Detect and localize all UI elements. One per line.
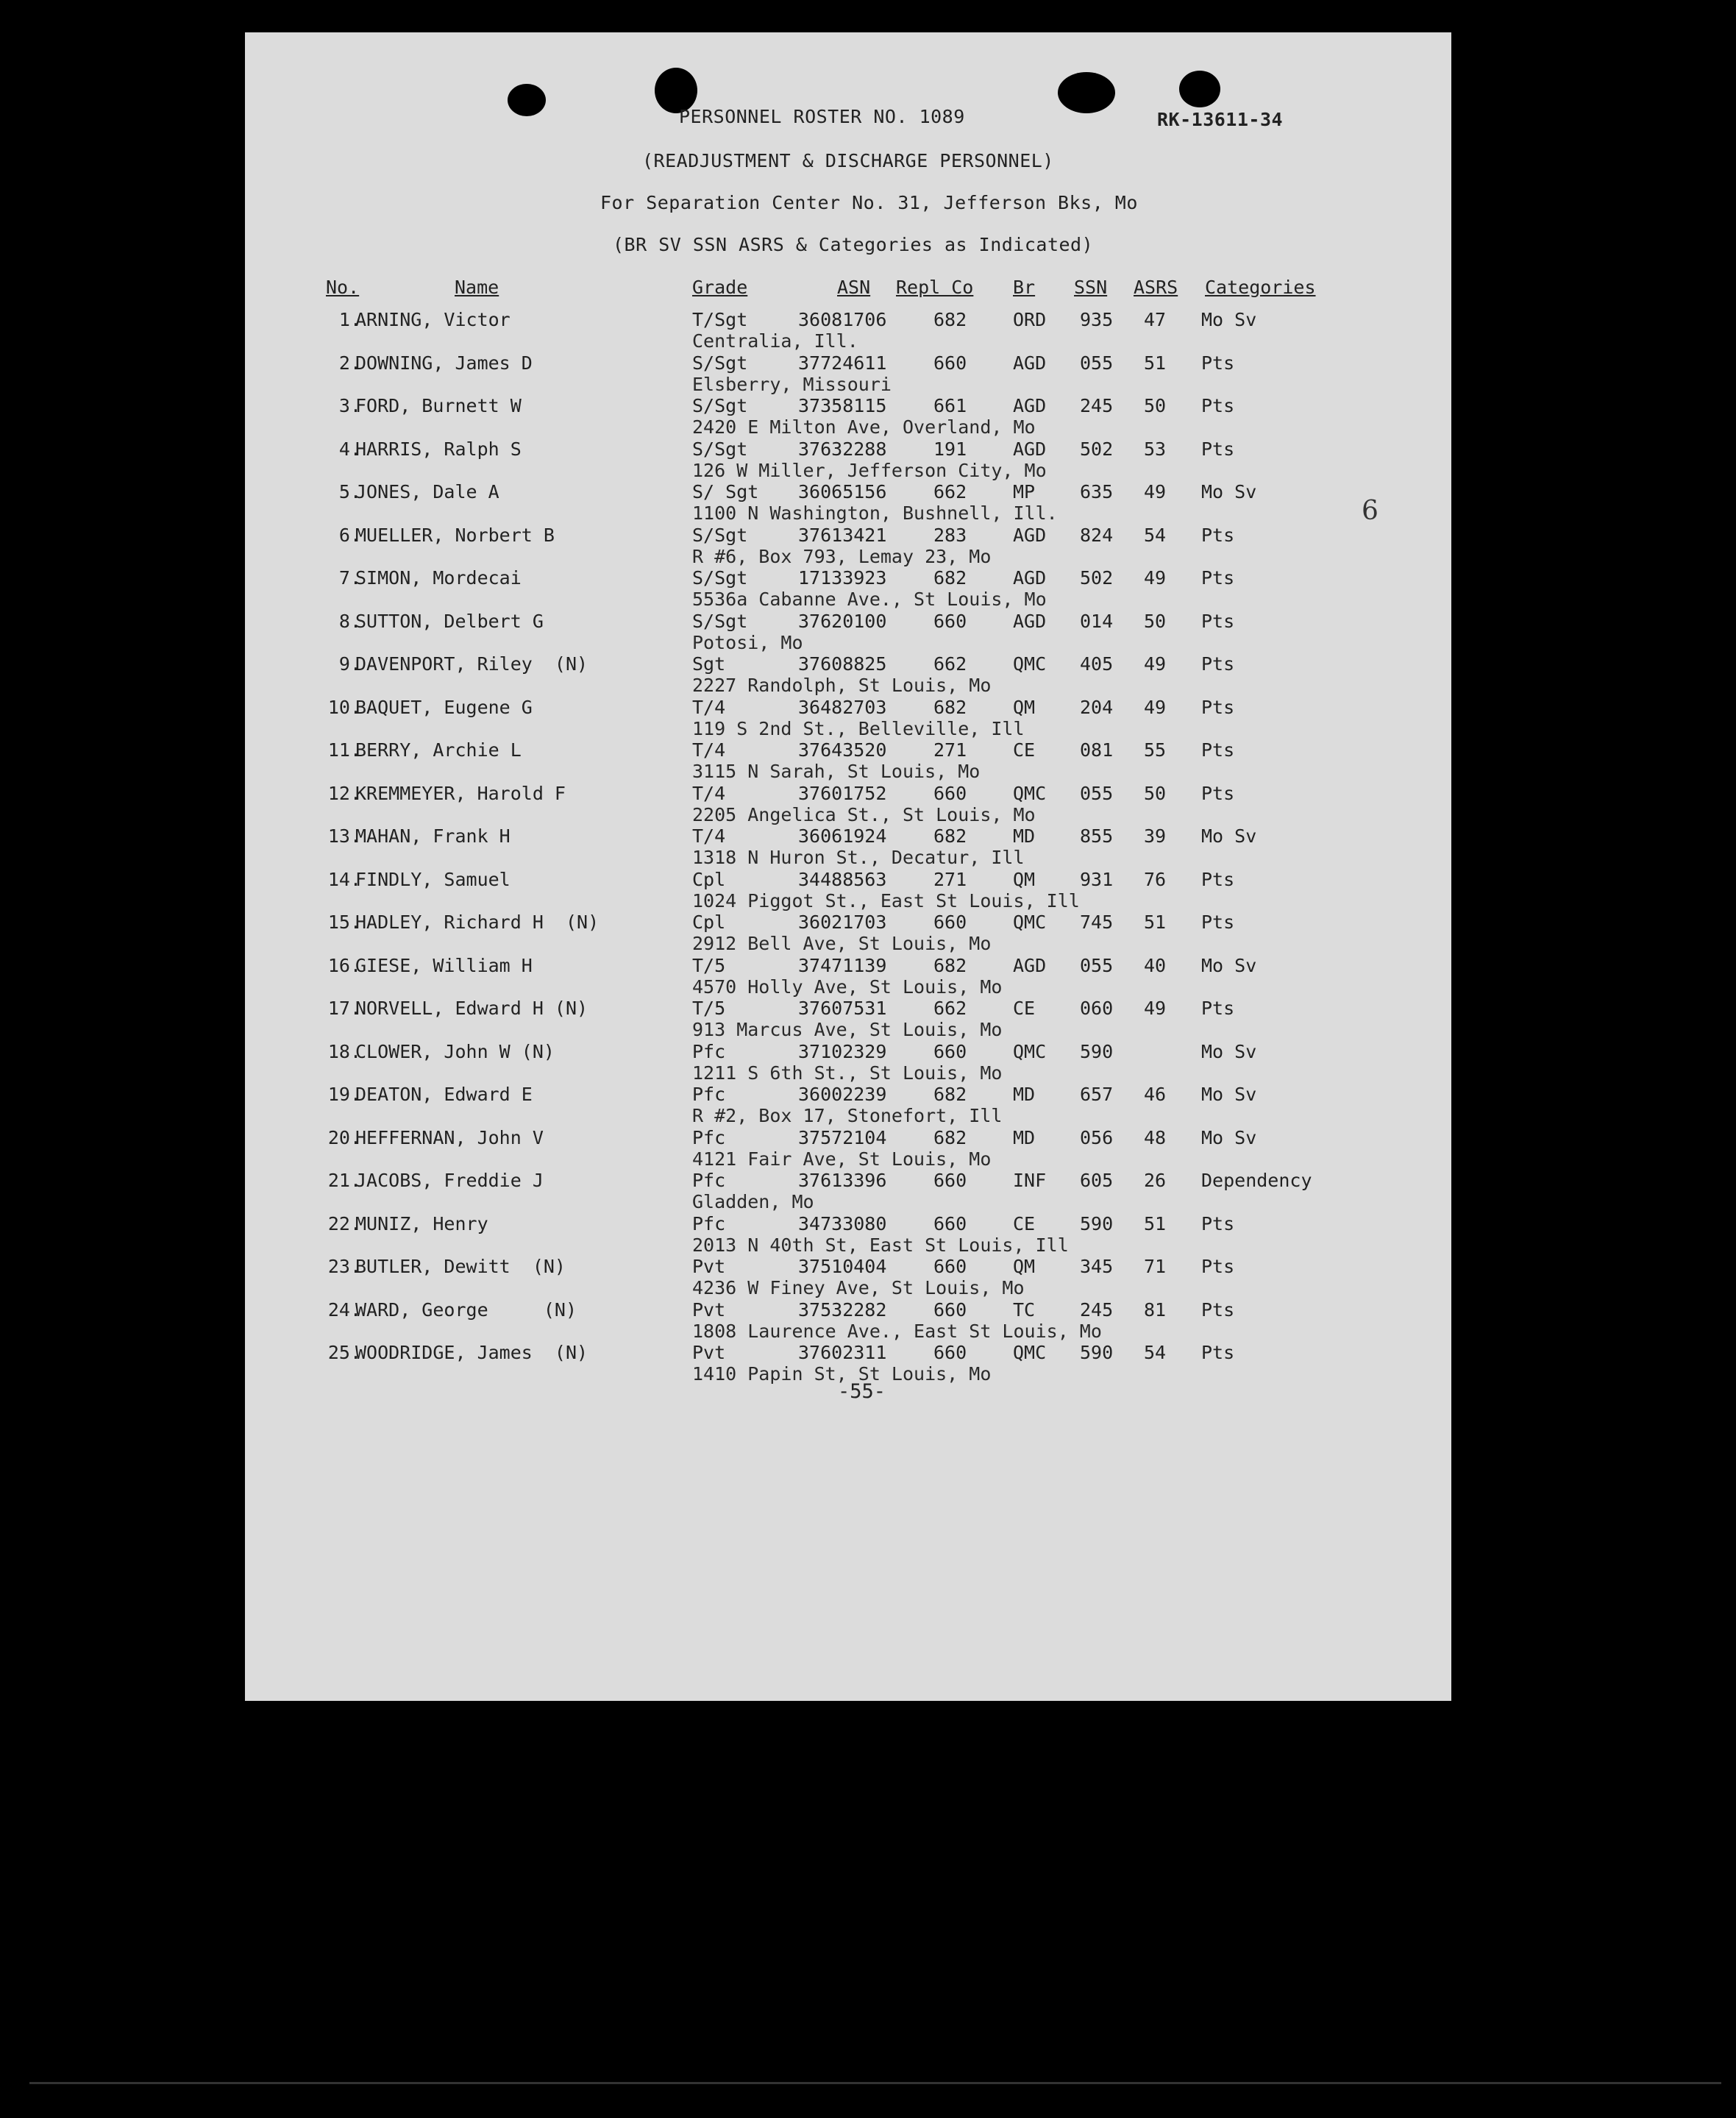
table-row xyxy=(245,481,1451,524)
row-grade: S/Sgt xyxy=(692,610,748,632)
row-asn: 17133923 xyxy=(798,567,887,589)
row-grade: Pfc xyxy=(692,1126,726,1148)
row-ssn: 635 xyxy=(1080,481,1114,502)
row-asn: 37613396 xyxy=(798,1170,887,1191)
row-number: 14. xyxy=(327,868,361,890)
row-asrs: 49 xyxy=(1144,696,1167,718)
row-address: Gladden, Mo xyxy=(692,1191,814,1212)
row-repl-co: 660 xyxy=(933,782,967,804)
row-repl-co: 660 xyxy=(933,1040,967,1062)
row-ssn: 245 xyxy=(1080,395,1114,416)
row-address: Potosi, Mo xyxy=(692,631,803,653)
row-grade: T/4 xyxy=(692,782,726,804)
row-address: 2420 E Milton Ave, Overland, Mo xyxy=(692,416,1036,438)
table-row xyxy=(245,567,1451,610)
row-ssn: 060 xyxy=(1080,998,1114,1019)
row-branch: MD xyxy=(1013,825,1036,847)
row-number: 18. xyxy=(327,1040,361,1062)
row-category: Pts xyxy=(1201,1298,1235,1321)
row-asn: 37724611 xyxy=(798,352,887,374)
row-name: JONES, Dale A xyxy=(355,481,499,502)
row-category: Pts xyxy=(1201,1212,1235,1234)
row-address: 1211 S 6th St., St Louis, Mo xyxy=(692,1062,1003,1084)
header-grade: Grade xyxy=(692,277,748,298)
row-category: Pts xyxy=(1201,438,1235,460)
row-ssn: 657 xyxy=(1080,1084,1114,1105)
table-row xyxy=(245,911,1451,954)
table-row xyxy=(245,1170,1451,1212)
row-address: 119 S 2nd St., Belleville, Ill xyxy=(692,717,1025,739)
row-ssn: 204 xyxy=(1080,696,1114,718)
row-name: BERRY, Archie L xyxy=(355,739,522,761)
row-category: Mo Sv xyxy=(1201,309,1257,330)
row-repl-co: 660 xyxy=(933,1256,967,1277)
row-asn: 36482703 xyxy=(798,696,887,718)
row-address: 1410 Papin St, St Louis, Mo xyxy=(692,1363,992,1385)
row-repl-co: 660 xyxy=(933,1212,967,1234)
row-asrs: 76 xyxy=(1144,868,1167,890)
row-asn: 37632288 xyxy=(798,438,887,460)
row-name: SUTTON, Delbert G xyxy=(355,610,544,632)
row-address: 1808 Laurence Ave., East St Louis, Mo xyxy=(692,1320,1102,1342)
row-category: Mo Sv xyxy=(1201,825,1257,847)
row-grade: T/Sgt xyxy=(692,309,748,330)
row-address: 4570 Holly Ave, St Louis, Mo xyxy=(692,976,1003,998)
row-asn: 36002239 xyxy=(798,1084,887,1105)
row-ssn: 824 xyxy=(1080,524,1114,546)
punch-hole xyxy=(1179,71,1220,107)
row-repl-co: 682 xyxy=(933,567,967,589)
row-ssn: 055 xyxy=(1080,954,1114,976)
table-row xyxy=(245,653,1451,696)
row-name: MUNIZ, Henry xyxy=(355,1212,488,1234)
row-category: Mo Sv xyxy=(1201,1040,1257,1062)
row-asn: 34488563 xyxy=(798,868,887,890)
header-categories: Categories xyxy=(1205,277,1316,298)
row-address: Centralia, Ill. xyxy=(692,330,858,352)
header-ssn: SSN xyxy=(1074,277,1108,298)
row-address: 4121 Fair Ave, St Louis, Mo xyxy=(692,1148,992,1170)
row-branch: INF xyxy=(1013,1170,1047,1191)
row-branch: AGD xyxy=(1013,524,1047,546)
row-asrs: 71 xyxy=(1144,1256,1167,1277)
row-branch: AGD xyxy=(1013,438,1047,460)
row-repl-co: 661 xyxy=(933,395,967,416)
row-asrs: 49 xyxy=(1144,998,1167,1019)
row-address: 2205 Angelica St., St Louis, Mo xyxy=(692,803,1036,825)
table-row xyxy=(245,525,1451,567)
row-number: 13. xyxy=(327,825,361,847)
row-address: 2227 Randolph, St Louis, Mo xyxy=(692,675,992,696)
row-number: 2. xyxy=(338,352,361,374)
row-ssn: 590 xyxy=(1080,1040,1114,1062)
row-address: 2912 Bell Ave, St Louis, Mo xyxy=(692,933,992,954)
roster-title: PERSONNEL ROSTER NO. 1089 xyxy=(679,106,965,127)
table-row xyxy=(245,611,1451,653)
table-row xyxy=(245,783,1451,825)
row-number: 9. xyxy=(338,653,361,675)
row-name: HARRIS, Ralph S xyxy=(355,438,522,460)
row-category: Mo Sv xyxy=(1201,954,1257,976)
document-code: RK-13611-34 xyxy=(1157,109,1284,130)
header-no: No. xyxy=(326,277,360,298)
row-asn: 37102329 xyxy=(798,1040,887,1062)
row-name: BUTLER, Dewitt (N) xyxy=(355,1256,566,1277)
row-number: 20. xyxy=(327,1126,361,1148)
row-ssn: 590 xyxy=(1080,1342,1114,1363)
row-number: 15. xyxy=(327,911,361,933)
row-address: R #6, Box 793, Lemay 23, Mo xyxy=(692,545,992,567)
row-address: 1318 N Huron St., Decatur, Ill xyxy=(692,847,1025,868)
row-repl-co: 660 xyxy=(933,911,967,933)
row-repl-co: 682 xyxy=(933,1126,967,1148)
header-br: Br xyxy=(1013,277,1036,298)
row-name: KREMMEYER, Harold F xyxy=(355,782,566,804)
row-address: R #2, Box 17, Stonefort, Ill xyxy=(692,1105,1003,1126)
row-category: Pts xyxy=(1201,395,1235,416)
row-name: HEFFERNAN, John V xyxy=(355,1126,544,1148)
row-grade: Pfc xyxy=(692,1040,726,1062)
row-branch: TC xyxy=(1013,1298,1036,1321)
row-asrs: 50 xyxy=(1144,395,1167,416)
row-repl-co: 271 xyxy=(933,739,967,761)
row-category: Pts xyxy=(1201,696,1235,718)
row-branch: AGD xyxy=(1013,395,1047,416)
row-branch: CE xyxy=(1013,1212,1036,1234)
row-category: Pts xyxy=(1201,782,1235,804)
row-name: DEATON, Edward E xyxy=(355,1084,533,1105)
row-number: 6. xyxy=(338,524,361,546)
row-category: Pts xyxy=(1201,911,1235,933)
row-number: 12. xyxy=(327,782,361,804)
row-branch: AGD xyxy=(1013,610,1047,632)
row-branch: AGD xyxy=(1013,954,1047,976)
row-branch: QM xyxy=(1013,1256,1036,1277)
row-grade: S/Sgt xyxy=(692,567,748,589)
row-number: 16. xyxy=(327,954,361,976)
row-name: ARNING, Victor xyxy=(355,309,511,330)
roster-note: (BR SV SSN ASRS & Categories as Indicated) xyxy=(613,234,1094,255)
row-number: 21. xyxy=(327,1170,361,1191)
row-number: 17. xyxy=(327,998,361,1019)
row-address: 126 W Miller, Jefferson City, Mo xyxy=(692,459,1047,481)
row-asrs: 49 xyxy=(1144,567,1167,589)
row-branch: CE xyxy=(1013,998,1036,1019)
table-row xyxy=(245,739,1451,782)
row-branch: QM xyxy=(1013,868,1036,890)
row-address: 2013 N 40th St, East St Louis, Ill xyxy=(692,1234,1069,1256)
row-repl-co: 660 xyxy=(933,1298,967,1321)
row-repl-co: 660 xyxy=(933,610,967,632)
row-branch: ORD xyxy=(1013,309,1047,330)
row-number: 19. xyxy=(327,1084,361,1105)
row-address: 913 Marcus Ave, St Louis, Mo xyxy=(692,1019,1003,1040)
row-grade: Pfc xyxy=(692,1212,726,1234)
column-headers xyxy=(245,277,1451,306)
row-asrs: 26 xyxy=(1144,1170,1167,1191)
row-grade: Cpl xyxy=(692,868,726,890)
row-category: Mo Sv xyxy=(1201,481,1257,502)
row-asn: 37607531 xyxy=(798,998,887,1019)
row-number: 23. xyxy=(327,1256,361,1277)
row-ssn: 055 xyxy=(1080,352,1114,374)
row-repl-co: 660 xyxy=(933,352,967,374)
row-number: 1. xyxy=(338,309,361,330)
row-number: 4. xyxy=(338,438,361,460)
row-name: WARD, George (N) xyxy=(355,1298,577,1321)
table-row xyxy=(245,869,1451,911)
row-number: 8. xyxy=(338,610,361,632)
scan-edge-line xyxy=(29,2082,1721,2084)
row-asrs: 46 xyxy=(1144,1084,1167,1105)
row-asrs: 49 xyxy=(1144,653,1167,675)
row-repl-co: 271 xyxy=(933,868,967,890)
row-asn: 37601752 xyxy=(798,782,887,804)
roster-subtitle: (READJUSTMENT & DISCHARGE PERSONNEL) xyxy=(642,150,1054,171)
row-ssn: 502 xyxy=(1080,438,1114,460)
row-branch: QMC xyxy=(1013,911,1047,933)
row-category: Pts xyxy=(1201,352,1235,374)
row-number: 5. xyxy=(338,481,361,502)
row-repl-co: 662 xyxy=(933,653,967,675)
row-number: 22. xyxy=(327,1212,361,1234)
row-grade: S/ Sgt xyxy=(692,481,759,502)
row-branch: QMC xyxy=(1013,1040,1047,1062)
row-ssn: 245 xyxy=(1080,1298,1114,1321)
row-ssn: 855 xyxy=(1080,825,1114,847)
header-asrs: ASRS xyxy=(1134,277,1178,298)
row-asrs: 48 xyxy=(1144,1126,1167,1148)
row-asn: 37572104 xyxy=(798,1126,887,1148)
row-grade: T/4 xyxy=(692,739,726,761)
row-asn: 37532282 xyxy=(798,1298,887,1321)
row-name: GIESE, William H xyxy=(355,954,533,976)
row-category: Pts xyxy=(1201,1342,1235,1363)
row-grade: Pfc xyxy=(692,1170,726,1191)
row-ssn: 081 xyxy=(1080,739,1114,761)
table-row xyxy=(245,825,1451,868)
row-category: Pts xyxy=(1201,653,1235,675)
row-ssn: 605 xyxy=(1080,1170,1114,1191)
table-row xyxy=(245,697,1451,739)
row-branch: QM xyxy=(1013,696,1036,718)
row-branch: MP xyxy=(1013,481,1036,502)
table-row xyxy=(245,1127,1451,1170)
row-asrs: 50 xyxy=(1144,610,1167,632)
row-asn: 34733080 xyxy=(798,1212,887,1234)
table-row xyxy=(245,955,1451,998)
row-ssn: 345 xyxy=(1080,1256,1114,1277)
row-branch: CE xyxy=(1013,739,1036,761)
row-branch: MD xyxy=(1013,1084,1036,1105)
row-name: DOWNING, James D xyxy=(355,352,533,374)
row-repl-co: 682 xyxy=(933,825,967,847)
row-ssn: 055 xyxy=(1080,782,1114,804)
row-asn: 37602311 xyxy=(798,1342,887,1363)
row-name: HADLEY, Richard H (N) xyxy=(355,911,600,933)
row-grade: T/5 xyxy=(692,954,726,976)
row-repl-co: 660 xyxy=(933,1342,967,1363)
row-asn: 37471139 xyxy=(798,954,887,976)
row-grade: Pvt xyxy=(692,1342,726,1363)
row-asn: 37510404 xyxy=(798,1256,887,1277)
row-name: WOODRIDGE, James (N) xyxy=(355,1342,588,1363)
row-category: Pts xyxy=(1201,524,1235,546)
table-row xyxy=(245,352,1451,395)
document-page xyxy=(245,32,1451,1701)
row-asn: 36061924 xyxy=(798,825,887,847)
row-asrs: 51 xyxy=(1144,352,1167,374)
row-name: SIMON, Mordecai xyxy=(355,567,522,589)
row-name: NORVELL, Edward H (N) xyxy=(355,998,588,1019)
row-category: Pts xyxy=(1201,998,1235,1019)
row-asn: 37613421 xyxy=(798,524,887,546)
table-row xyxy=(245,309,1451,352)
row-address: 4236 W Finey Ave, St Louis, Mo xyxy=(692,1277,1025,1298)
row-branch: MD xyxy=(1013,1126,1036,1148)
row-branch: QMC xyxy=(1013,782,1047,804)
row-address: 3115 N Sarah, St Louis, Mo xyxy=(692,761,981,782)
row-address: 5536a Cabanne Ave., St Louis, Mo xyxy=(692,589,1047,610)
table-row xyxy=(245,1213,1451,1256)
row-branch: QMC xyxy=(1013,653,1047,675)
row-name: FORD, Burnett W xyxy=(355,395,522,416)
row-asn: 37358115 xyxy=(798,395,887,416)
row-asn: 37620100 xyxy=(798,610,887,632)
row-category: Dependency xyxy=(1201,1170,1312,1191)
row-branch: AGD xyxy=(1013,567,1047,589)
row-repl-co: 660 xyxy=(933,1170,967,1191)
row-ssn: 745 xyxy=(1080,911,1114,933)
row-asn: 37643520 xyxy=(798,739,887,761)
row-asrs: 47 xyxy=(1144,309,1167,330)
row-category: Pts xyxy=(1201,567,1235,589)
row-asn: 36021703 xyxy=(798,911,887,933)
row-category: Pts xyxy=(1201,739,1235,761)
row-ssn: 405 xyxy=(1080,653,1114,675)
row-grade: Pvt xyxy=(692,1298,726,1321)
row-asrs: 49 xyxy=(1144,481,1167,502)
row-repl-co: 283 xyxy=(933,524,967,546)
row-number: 25. xyxy=(327,1342,361,1363)
row-number: 24. xyxy=(327,1298,361,1321)
row-asrs: 53 xyxy=(1144,438,1167,460)
row-category: Mo Sv xyxy=(1201,1126,1257,1148)
row-asrs: 54 xyxy=(1144,1342,1167,1363)
row-repl-co: 682 xyxy=(933,1084,967,1105)
row-name: MAHAN, Frank H xyxy=(355,825,511,847)
table-row xyxy=(245,1256,1451,1298)
row-number: 7. xyxy=(338,567,361,589)
row-name: DAVENPORT, Riley (N) xyxy=(355,653,588,675)
table-row xyxy=(245,998,1451,1040)
row-asrs: 51 xyxy=(1144,911,1167,933)
row-asn: 36065156 xyxy=(798,481,887,502)
table-row xyxy=(245,1299,1451,1342)
row-grade: S/Sgt xyxy=(692,395,748,416)
row-name: FINDLY, Samuel xyxy=(355,868,511,890)
row-name: BAQUET, Eugene G xyxy=(355,696,533,718)
row-ssn: 502 xyxy=(1080,567,1114,589)
row-asn: 37608825 xyxy=(798,653,887,675)
row-number: 3. xyxy=(338,395,361,416)
header-asn: ASN xyxy=(837,277,871,298)
row-asn: 36081706 xyxy=(798,309,887,330)
row-grade: Pvt xyxy=(692,1256,726,1277)
punch-hole xyxy=(508,84,546,116)
table-row xyxy=(245,1342,1451,1385)
row-category: Pts xyxy=(1201,868,1235,890)
row-repl-co: 682 xyxy=(933,309,967,330)
row-grade: Sgt xyxy=(692,653,726,675)
row-asrs: 50 xyxy=(1144,782,1167,804)
row-repl-co: 191 xyxy=(933,438,967,460)
row-asrs: 54 xyxy=(1144,524,1167,546)
row-category: Pts xyxy=(1201,610,1235,632)
row-grade: Pfc xyxy=(692,1084,726,1105)
row-repl-co: 682 xyxy=(933,696,967,718)
row-ssn: 590 xyxy=(1080,1212,1114,1234)
row-branch: AGD xyxy=(1013,352,1047,374)
row-name: JACOBS, Freddie J xyxy=(355,1170,544,1191)
row-grade: S/Sgt xyxy=(692,352,748,374)
separation-center: For Separation Center No. 31, Jefferson Bks, Mo xyxy=(600,192,1138,213)
row-asrs: 55 xyxy=(1144,739,1167,761)
header-name: Name xyxy=(455,277,499,298)
row-asrs: 39 xyxy=(1144,825,1167,847)
side-mark: 6 xyxy=(1362,496,1379,526)
row-grade: S/Sgt xyxy=(692,524,748,546)
table-row xyxy=(245,1084,1451,1126)
row-asrs: 51 xyxy=(1144,1212,1167,1234)
row-name: MUELLER, Norbert B xyxy=(355,524,555,546)
table-row xyxy=(245,438,1451,481)
punch-hole xyxy=(1058,72,1115,113)
row-address: Elsberry, Missouri xyxy=(692,373,892,395)
row-repl-co: 662 xyxy=(933,998,967,1019)
row-ssn: 935 xyxy=(1080,309,1114,330)
row-grade: T/4 xyxy=(692,825,726,847)
row-grade: T/4 xyxy=(692,696,726,718)
table-row xyxy=(245,395,1451,438)
row-category: Mo Sv xyxy=(1201,1084,1257,1105)
row-grade: T/5 xyxy=(692,998,726,1019)
row-branch: QMC xyxy=(1013,1342,1047,1363)
row-name: CLOWER, John W (N) xyxy=(355,1040,555,1062)
row-grade: S/Sgt xyxy=(692,438,748,460)
page-number: -55- xyxy=(838,1380,886,1403)
row-ssn: 056 xyxy=(1080,1126,1114,1148)
row-number: 10. xyxy=(327,696,361,718)
row-category: Pts xyxy=(1201,1256,1235,1277)
header-repl-co: Repl Co xyxy=(896,277,974,298)
row-number: 11. xyxy=(327,739,361,761)
row-asrs: 40 xyxy=(1144,954,1167,976)
row-grade: Cpl xyxy=(692,911,726,933)
row-address: 1100 N Washington, Bushnell, Ill. xyxy=(692,502,1058,524)
row-repl-co: 682 xyxy=(933,954,967,976)
row-ssn: 931 xyxy=(1080,868,1114,890)
table-row xyxy=(245,1041,1451,1084)
row-ssn: 014 xyxy=(1080,610,1114,632)
row-address: 1024 Piggot St., East St Louis, Ill xyxy=(692,889,1080,911)
row-asrs: 81 xyxy=(1144,1298,1167,1321)
row-repl-co: 662 xyxy=(933,481,967,502)
